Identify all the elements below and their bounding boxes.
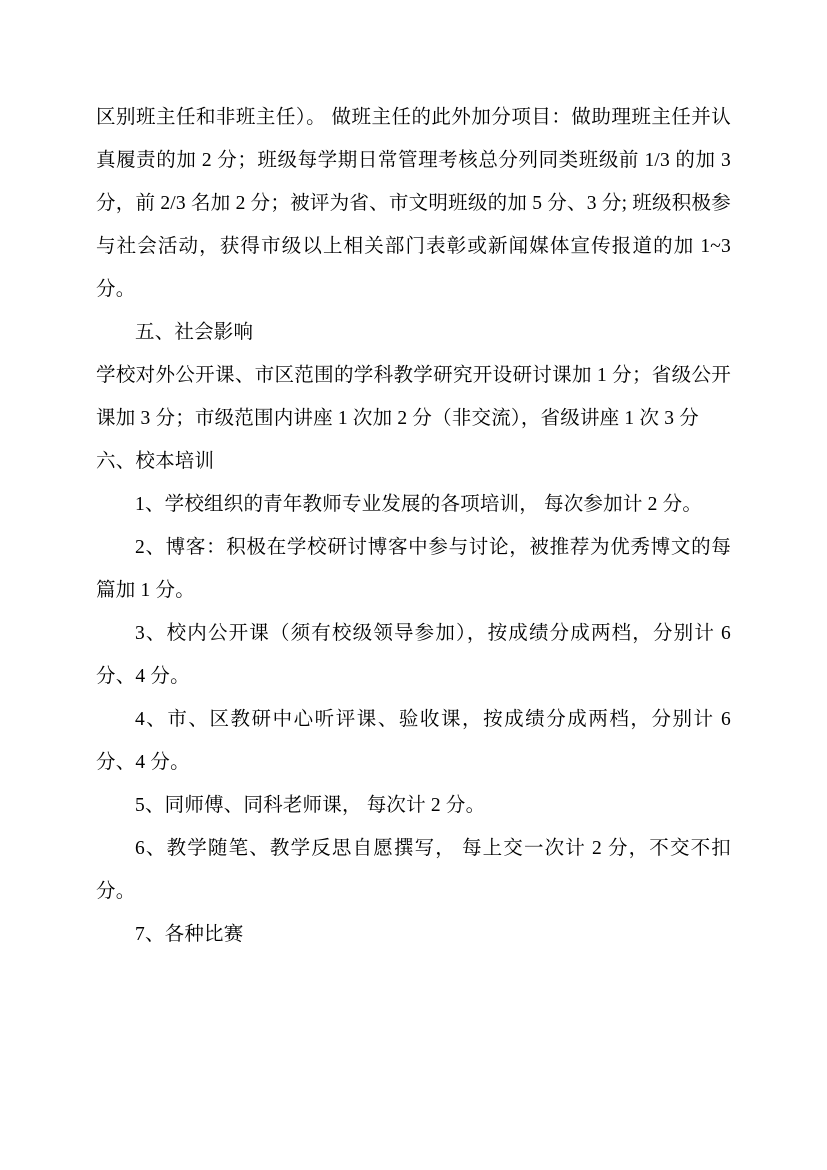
paragraph-item-2: 2、博客：积极在学校研讨博客中参与讨论，被推荐为优秀博文的每篇加 1 分。 (96, 537, 731, 601)
heading-section-six: 六、校本培训 (96, 451, 215, 472)
paragraph-social-influence: 学校对外公开课、市区范围的学科教学研究开设研讨课加 1 分；省级公开课加 3 分；市级范围内讲座 1 次加 2 分（非交流），省级讲座 1 次 3 分 (96, 365, 731, 429)
paragraph-item-5: 5、同师傅、同科老师课， 每次计 2 分。 (135, 795, 486, 816)
paragraph-item-4: 4、市、区教研中心听评课、验收课，按成绩分成两档，分别计 6 分、4 分。 (96, 709, 731, 773)
paragraph-item-3: 3、校内公开课（须有校级领导参加），按成绩分成两档，分别计 6 分、4 分。 (96, 623, 731, 687)
paragraph-item-7: 7、各种比赛 (135, 924, 244, 945)
document-body (96, 96, 731, 956)
paragraph-item-1: 1、学校组织的青年教师专业发展的各项培训， 每次参加计 2 分。 (135, 494, 703, 515)
paragraph-class-advisor-bonus: 区别班主任和非班主任）。 做班主任的此外加分项目：做助理班主任并认真履责的加 2 分；班级每学期日常管理考核总分列同类班级前 1/3 的加 3 分，前 2/3 名加 2 分；被评为省、市文明班级的加 5 分、3 分; 班级积极参与社会活动，获得市级以上相关部门表彰或新闻媒体宣传报道的加 1~3 分。 (96, 107, 731, 300)
paragraph-item-6: 6、教学随笔、教学反思自愿撰写， 每上交一次计 2 分，不交不扣分。 (96, 838, 731, 902)
heading-section-five: 五、社会影响 (135, 322, 254, 343)
